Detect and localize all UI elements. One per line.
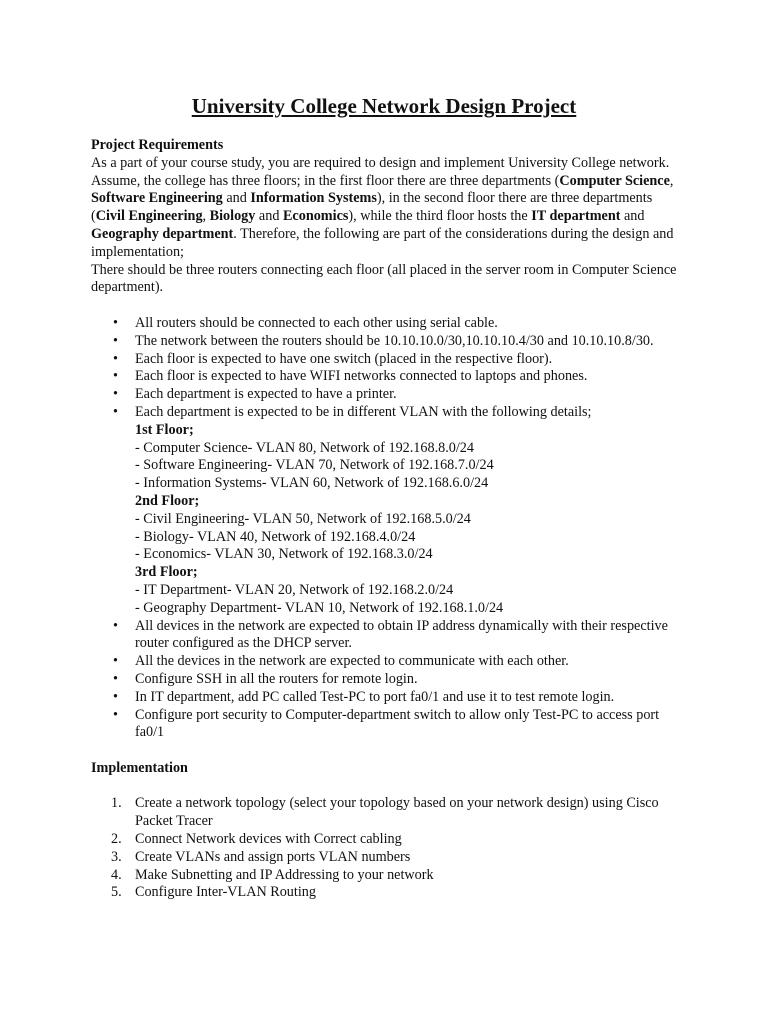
routers-note: There should be three routers connecting each floor (all placed in the server room in Computer Science department).	[91, 261, 677, 296]
floor-2-title: 2nd Floor;	[135, 492, 200, 509]
requirements-heading: Project Requirements	[91, 137, 224, 153]
implementation-heading: Implementation	[91, 759, 188, 776]
vlan-line: - Information Systems- VLAN 60, Network of 192.168.6.0/24	[135, 475, 489, 492]
vlan-line: - Economics- VLAN 30, Network of 192.168.3.0/24	[135, 546, 433, 563]
requirements-list-continued	[91, 618, 681, 743]
list-item: • All devices in the network are expected to obtain IP address dynamically with their respective router configured as the DHCP server.	[91, 618, 681, 654]
list-item	[91, 849, 681, 867]
list-item: • Each floor is expected to have one switch (placed in the respective floor).	[91, 351, 681, 369]
list-item: • Each department is expected to be in different VLAN with the following details;	[91, 404, 681, 422]
vlan-line: - Computer Science- VLAN 80, Network of 192.168.8.0/24	[135, 439, 474, 456]
step-text: Connect Network devices with Correct cabling	[135, 831, 402, 848]
step-text: Make Subnetting and IP Addressing to your network	[135, 866, 434, 883]
list-item	[91, 795, 681, 831]
vlan-line: - Biology- VLAN 40, Network of 192.168.4.0/24	[135, 528, 416, 545]
floor-1-title: 1st Floor;	[135, 421, 194, 438]
step-number: 1.	[111, 795, 122, 812]
step-text: Create VLANs and assign ports VLAN numbers	[135, 848, 411, 865]
step-text: Configure Inter-VLAN Routing	[135, 884, 316, 901]
document-body	[91, 137, 681, 902]
list-item: • Each floor is expected to have WIFI networks connected to laptops and phones.	[91, 368, 681, 386]
list-item	[91, 884, 681, 902]
step-number: 3.	[111, 848, 122, 865]
list-item	[91, 831, 681, 849]
step-text: Create a network topology (select your topology based on your network design) using Cisco Packet Tracer	[135, 795, 659, 830]
list-item: • In IT department, add PC called Test-PC to port fa0/1 and use it to test remote login.	[91, 689, 681, 707]
vlan-line: - Civil Engineering- VLAN 50, Network of 192.168.5.0/24	[135, 510, 471, 527]
list-item: • Configure SSH in all the routers for remote login.	[91, 671, 681, 689]
floor-1-block	[91, 422, 681, 493]
list-item: • Each department is expected to have a printer.	[91, 386, 681, 404]
vlan-line: - IT Department- VLAN 20, Network of 192.168.2.0/24	[135, 581, 454, 598]
step-number: 5.	[111, 884, 122, 901]
list-item: • Configure port security to Computer-department switch to allow only Test-PC to access port fa0/1	[91, 707, 681, 743]
vlan-line: - Software Engineering- VLAN 70, Network of 192.168.7.0/24	[135, 457, 494, 474]
floor-2-block	[91, 493, 681, 564]
requirements-list	[91, 315, 681, 422]
spacer	[91, 742, 681, 760]
spacer	[91, 297, 681, 315]
spacer	[91, 778, 681, 796]
list-item: • All routers should be connected to each other using serial cable.	[91, 315, 681, 333]
vlan-line: - Geography Department- VLAN 10, Network of 192.168.1.0/24	[135, 599, 504, 616]
list-item: • The network between the routers should be 10.10.10.0/30,10.10.10.4/30 and 10.10.10.8/30.	[91, 333, 681, 351]
document-title: University College Network Design Project	[191, 94, 577, 118]
list-item	[91, 867, 681, 885]
list-item: • All the devices in the network are expected to communicate with each other.	[91, 653, 681, 671]
implementation-steps	[91, 795, 681, 902]
step-number: 4.	[111, 866, 122, 883]
floor-3-block	[91, 564, 681, 617]
intro-paragraph: As a part of your course study, you are required to design and implement University College network. Assume, the college has three floors; in the first floor there are three departments (Computer Science, Software Engineering and Information Systems), in the second floor there are three departments (Civil Engineering, Biology and Economics), while the third floor hosts the IT department and Geography department. Therefore, the following are part of the considerations during the design and implementation;	[91, 154, 674, 260]
floor-3-title: 3rd Floor;	[135, 564, 198, 581]
step-number: 2.	[111, 831, 122, 848]
